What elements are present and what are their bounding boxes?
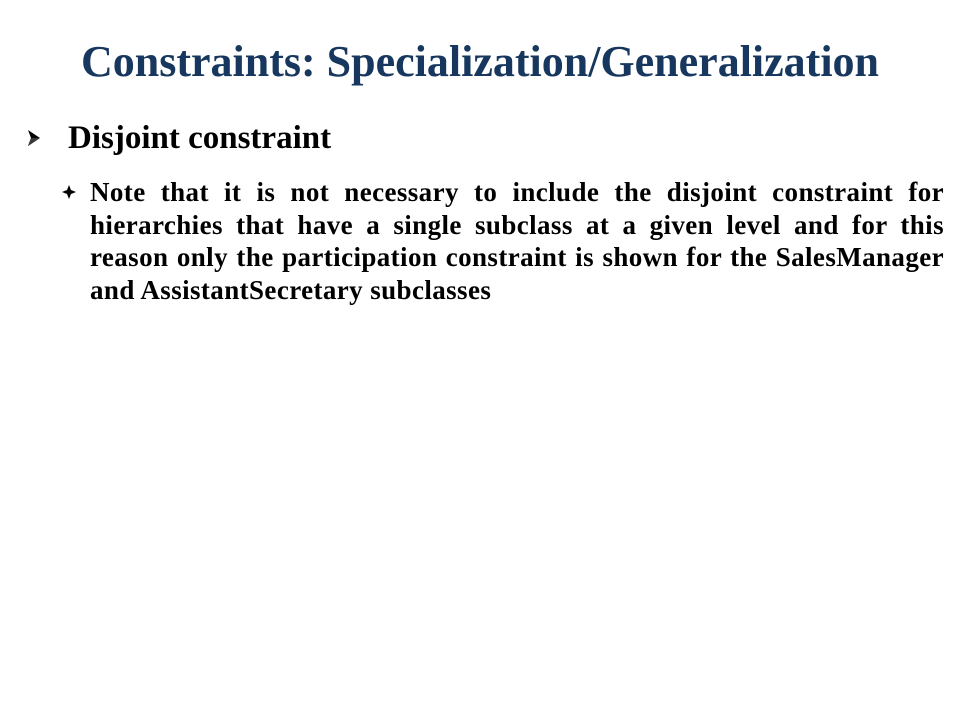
sub-bullet-text: Note that it is not necessary to include the disjoint constraint for hierarchies that have a single subclass at a given level and for this reason only the participation constraint is shown for the SalesManager and AssistantSecretary subclasses [90, 177, 944, 305]
bullet-text: Disjoint constraint [68, 120, 332, 156]
bullet-item [22, 118, 942, 158]
diamond-bullet-icon [60, 176, 78, 208]
arrowhead-bullet-icon [22, 118, 46, 158]
slide-title: Constraints: Specialization/Generalization [80, 37, 880, 86]
sub-bullet-item [60, 176, 946, 306]
